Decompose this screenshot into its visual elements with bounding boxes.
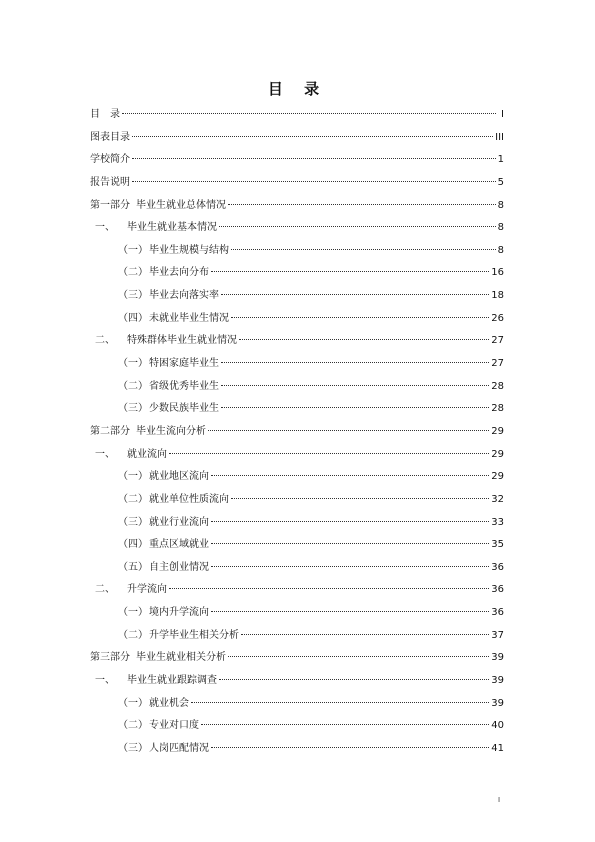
toc-entry-label: 毕业生就业总体情况: [136, 199, 226, 211]
toc-entry[interactable]: [90, 579, 504, 602]
toc-leader-dots: [211, 533, 489, 544]
toc-entry-number: 第三部分: [90, 652, 130, 664]
toc-leader-dots: [241, 624, 489, 635]
toc-entry-page: 27: [491, 335, 504, 347]
toc-leader-dots: [208, 420, 489, 431]
toc-entry-number: （三）: [118, 290, 148, 302]
toc-entry[interactable]: [90, 738, 504, 761]
toc-entry-number: 一、: [95, 675, 115, 687]
toc-leader-dots: [211, 737, 489, 748]
toc-entry-page: 8: [497, 199, 504, 211]
toc-leader-dots: [228, 646, 489, 657]
toc-entry-page: 33: [491, 516, 504, 528]
toc-leader-dots: [122, 103, 496, 114]
toc-entry-number: （二）: [118, 493, 148, 505]
toc-entry[interactable]: [90, 262, 504, 285]
toc-entry-number: （三）: [118, 403, 148, 415]
toc-entry-page: 16: [491, 267, 504, 279]
toc-leader-dots: [169, 578, 489, 589]
toc-entry-page: 27: [491, 358, 504, 370]
toc-entry[interactable]: [90, 398, 504, 421]
toc-entry-label: 省级优秀毕业生: [149, 380, 219, 392]
toc-leader-dots: [228, 194, 496, 205]
toc-entry-page: 32: [491, 493, 504, 505]
toc-entry-page: 26: [491, 312, 504, 324]
toc-entry[interactable]: [90, 308, 504, 331]
toc-entry-number: 一、: [95, 448, 115, 460]
toc-entry[interactable]: [90, 512, 504, 535]
toc-entry-label: 毕业生流向分析: [136, 425, 206, 437]
toc-entry[interactable]: [90, 240, 504, 263]
toc-entry-number: （一）: [118, 244, 148, 256]
toc-entry-number: （二）: [118, 720, 148, 732]
toc-entry-number: （一）: [118, 607, 148, 619]
toc-entry[interactable]: [90, 353, 504, 376]
toc-entry[interactable]: [90, 195, 504, 218]
toc-entry-page: 41: [491, 742, 504, 754]
toc-entry[interactable]: [90, 602, 504, 625]
toc-entry-label: 就业地区流向: [149, 471, 209, 483]
toc-entry[interactable]: [90, 149, 504, 172]
toc-entry[interactable]: [90, 625, 504, 648]
toc-entry-label: 未就业毕业生情况: [149, 312, 229, 324]
toc-entry-label: 图表目录: [90, 131, 130, 143]
toc-entry-number: （一）: [118, 358, 148, 370]
toc-leader-dots: [231, 488, 489, 499]
toc-entry-page: III: [495, 131, 504, 143]
toc-entry-label: 就业单位性质流向: [149, 493, 229, 505]
page-number: I: [498, 796, 501, 804]
toc-entry-label: 自主创业情况: [149, 561, 209, 573]
toc-entry[interactable]: [90, 647, 504, 670]
toc-entry-label: 特困家庭毕业生: [149, 358, 219, 370]
toc-entry-page: 5: [497, 176, 504, 188]
toc-entry-page: 39: [491, 675, 504, 687]
toc-entry[interactable]: [90, 421, 504, 444]
toc-entry-number: （一）: [118, 471, 148, 483]
toc-entry[interactable]: [90, 285, 504, 308]
toc-leader-dots: [231, 307, 489, 318]
toc-entry-page: 1: [497, 154, 504, 166]
toc-entry-page: 29: [491, 425, 504, 437]
toc-entry-page: 39: [491, 697, 504, 709]
toc-entry-number: （三）: [118, 742, 148, 754]
toc-leader-dots: [211, 556, 489, 567]
toc-entry-page: 39: [491, 652, 504, 664]
toc-entry[interactable]: [90, 127, 504, 150]
toc-leader-dots: [239, 329, 489, 340]
toc-entry-page: 36: [491, 584, 504, 596]
toc-leader-dots: [221, 284, 489, 295]
toc-entry-number: （四）: [118, 539, 148, 551]
toc-leader-dots: [219, 669, 489, 680]
toc-leader-dots: [211, 511, 489, 522]
toc-entry-number: 一、: [95, 222, 115, 234]
toc-entry-page: 36: [491, 561, 504, 573]
toc-entry-number: （三）: [118, 516, 148, 528]
toc-entry-label: 目 录: [90, 109, 120, 120]
page-title: 目 录: [267, 80, 328, 98]
toc-leader-dots: [132, 171, 496, 182]
toc-entry-page: 37: [491, 629, 504, 641]
toc-entry[interactable]: [90, 715, 504, 738]
toc-entry[interactable]: [90, 444, 504, 467]
toc-entry-page: 29: [491, 448, 504, 460]
toc-leader-dots: [221, 352, 489, 363]
toc-entry[interactable]: [90, 217, 504, 240]
toc-entry-label: 毕业生就业跟踪调查: [127, 675, 217, 687]
toc-leader-dots: [191, 692, 489, 703]
toc-entry-page: 28: [491, 403, 504, 415]
toc-entry-label: 专业对口度: [149, 720, 199, 732]
toc-leader-dots: [221, 375, 489, 386]
toc-entry-number: 二、: [95, 584, 115, 596]
toc-entry[interactable]: [90, 534, 504, 557]
toc-entry-label: 毕业生就业基本情况: [127, 222, 217, 234]
toc-entry-number: （二）: [118, 380, 148, 392]
toc-leader-dots: [132, 148, 496, 159]
toc-entry-number: （四）: [118, 312, 148, 324]
toc-entry-label: 升学流向: [127, 584, 167, 596]
toc-entry-page: 28: [491, 380, 504, 392]
toc-entry-label: 少数民族毕业生: [149, 403, 219, 415]
toc-leader-dots: [231, 239, 496, 250]
toc-entry-number: 第二部分: [90, 425, 130, 437]
toc-entry-label: 特殊群体毕业生就业情况: [127, 335, 237, 347]
toc-entry[interactable]: [90, 557, 504, 580]
toc-entry-page: 18: [491, 290, 504, 302]
toc-entry-number: （二）: [118, 629, 148, 641]
toc-entry-page: 36: [491, 607, 504, 619]
toc-leader-dots: [201, 714, 489, 725]
toc-entry[interactable]: [90, 104, 504, 127]
toc-entry-number: （二）: [118, 267, 148, 279]
toc-leader-dots: [211, 465, 489, 476]
toc-entry-label: 就业行业流向: [149, 516, 209, 528]
toc-entry-label: 境内升学流向: [149, 607, 209, 619]
toc-entry-label: 升学毕业生相关分析: [149, 629, 239, 641]
toc-entry-number: 第一部分: [90, 199, 130, 211]
toc-leader-dots: [211, 261, 489, 272]
toc-entry-label: 毕业去向分布: [149, 267, 209, 279]
toc-entry[interactable]: [90, 172, 504, 195]
toc-leader-dots: [211, 601, 489, 612]
toc-entry[interactable]: [90, 466, 504, 489]
table-of-contents: [90, 104, 504, 761]
toc-entry-label: 就业流向: [127, 448, 167, 460]
toc-entry-label: 毕业生就业相关分析: [136, 652, 226, 664]
toc-entry[interactable]: [90, 693, 504, 716]
toc-entry-label: 重点区域就业: [149, 539, 209, 551]
toc-entry-label: 人岗匹配情况: [149, 742, 209, 754]
toc-entry-label: 毕业去向落实率: [149, 290, 219, 302]
toc-entry[interactable]: [90, 376, 504, 399]
toc-leader-dots: [219, 216, 496, 227]
toc-entry[interactable]: [90, 489, 504, 512]
toc-entry-page: 8: [497, 222, 504, 234]
toc-entry-page: 29: [491, 471, 504, 483]
toc-entry-label: 毕业生规模与结构: [149, 244, 229, 256]
toc-leader-dots: [169, 443, 489, 454]
toc-entry[interactable]: [90, 330, 504, 353]
toc-entry-number: （一）: [118, 697, 148, 709]
toc-leader-dots: [221, 397, 489, 408]
toc-entry-page: I: [501, 109, 504, 120]
toc-entry-label: 学校简介: [90, 154, 130, 166]
toc-entry[interactable]: [90, 670, 504, 693]
toc-entry-number: 二、: [95, 335, 115, 347]
toc-entry-label: 报告说明: [90, 176, 130, 188]
toc-entry-label: 就业机会: [149, 697, 189, 709]
toc-entry-page: 40: [491, 720, 504, 732]
toc-leader-dots: [132, 126, 493, 137]
toc-entry-page: 35: [491, 539, 504, 551]
toc-entry-page: 8: [497, 244, 504, 256]
toc-entry-number: （五）: [118, 561, 148, 573]
